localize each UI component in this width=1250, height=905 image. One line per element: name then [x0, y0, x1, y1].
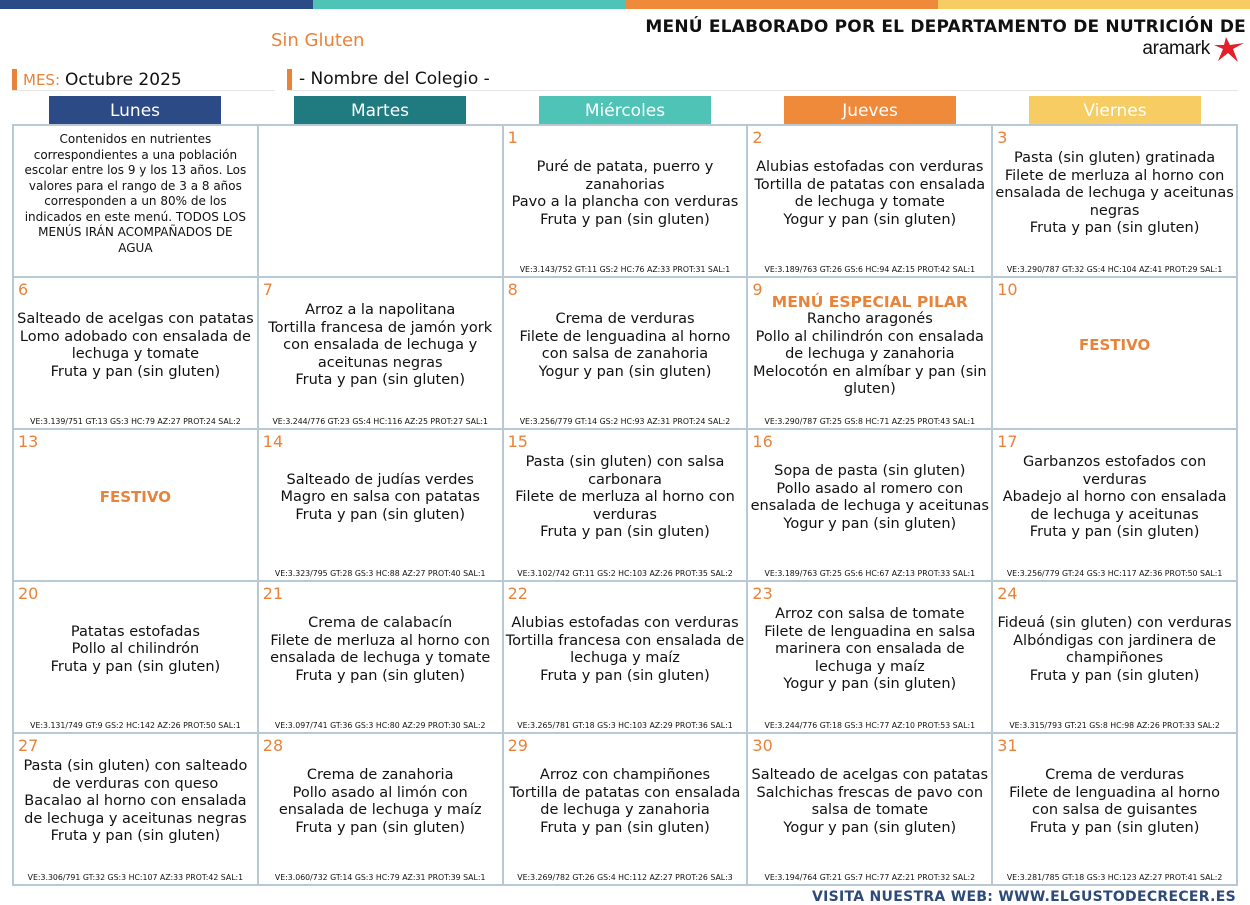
nutrient-values: VE:3.269/782 GT:26 GS:4 HC:112 AZ:27 PROT:26 SAL:3 — [517, 873, 733, 882]
day-number: 1 — [507, 128, 518, 147]
website-footer: VISITA NUESTRA WEB: WWW.ELGUSTODECRECER.ES — [811, 889, 1236, 905]
dish-line: Yogur y pan (sin gluten) — [783, 211, 957, 228]
nutrient-values: VE:3.139/751 GT:13 GS:3 HC:79 AZ:27 PROT:24 SAL:2 — [30, 417, 241, 426]
dish-line: Tortilla francesa con ensalada de lechuga y maíz — [505, 632, 745, 666]
day-cell — [14, 582, 257, 732]
dish-line: Tortilla de patatas con ensalada de lechuga y tomate — [754, 176, 986, 210]
dish-line: Abadejo al horno con ensalada de lechuga y aceitunas — [1002, 489, 1227, 523]
day-header-martes: Martes — [294, 96, 466, 126]
nutrient-values: VE:3.060/732 GT:14 GS:3 HC:79 AZ:31 PROT:39 SAL:1 — [274, 873, 486, 882]
dish-line: Garbanzos estofados con verduras — [1022, 454, 1207, 488]
nutrition-info-note: Contenidos en nutrientes correspondientes a una población escolar entre los 9 y los 13 años. Los valores para el rango de 3 a 8 años corresponden a un 80% de los indicados en este menú. TODOS LOS MENÚS IRÁN ACOMPAÑADOS DE AGUA — [24, 132, 247, 255]
holiday-label: FESTIVO — [99, 488, 171, 507]
nutrient-values: VE:3.102/742 GT:11 GS:2 HC:103 AZ:26 PROT:35 SAL:2 — [517, 569, 733, 578]
nutrient-values: VE:3.265/781 GT:18 GS:3 HC:103 AZ:29 PROT:36 SAL:1 — [517, 721, 733, 730]
menu-content — [504, 430, 747, 566]
menu-content — [14, 278, 257, 414]
dish-line: Patatas estofadas — [70, 623, 200, 640]
nutrient-values: VE:3.315/793 GT:21 GS:8 HC:98 AZ:26 PROT:33 SAL:2 — [1009, 721, 1220, 730]
dish-line: Tortilla francesa de jamón york con ensalada de lechuga y aceitunas negras — [268, 319, 493, 371]
day-number: 24 — [997, 584, 1018, 603]
dish-line: Fruta y pan (sin gluten) — [540, 819, 710, 836]
dish-line: Bacalao al horno con ensalada de lechuga y aceitunas negras — [24, 793, 247, 827]
nutrient-values: VE:3.306/791 GT:32 GS:3 HC:107 AZ:33 PROT:42 SAL:1 — [27, 873, 244, 882]
dish-line: Fruta y pan (sin gluten) — [1029, 524, 1200, 541]
dish-line: Pollo al chilindrón — [71, 641, 200, 658]
school-bar-marker — [287, 69, 292, 90]
menu-content — [993, 734, 1236, 870]
dish-line: Arroz con salsa de tomate — [775, 606, 965, 623]
nutrient-values: VE:3.323/795 GT:28 GS:3 HC:88 AZ:27 PROT:40 SAL:1 — [274, 569, 486, 578]
dish-line: Pasta (sin gluten) con salsa carbonara — [525, 454, 725, 488]
menu-content — [259, 582, 502, 718]
color-stripe-aqua — [313, 0, 626, 9]
menu-content — [504, 126, 747, 262]
dish-line: Fruta y pan (sin gluten) — [295, 819, 465, 836]
dish-line: Crema de verduras — [555, 311, 695, 327]
school-name: - Nombre del Colegio - — [299, 69, 490, 89]
menu-content — [259, 430, 502, 566]
day-cell — [748, 430, 991, 580]
day-number: 22 — [507, 584, 528, 603]
nutrient-values: VE:3.097/741 GT:36 GS:3 HC:80 AZ:29 PROT:30 SAL:2 — [274, 721, 486, 730]
day-header-viernes: Viernes — [1029, 96, 1201, 126]
dish-line: Yogur y pan (sin gluten) — [783, 515, 957, 532]
dish-line: Fruta y pan (sin gluten) — [50, 828, 221, 845]
day-cell — [259, 734, 502, 884]
menu-content — [748, 430, 991, 566]
menu-content — [259, 278, 502, 414]
day-number: 28 — [262, 736, 284, 755]
dish-line: Puré de patata, puerro y zanahorias — [536, 159, 714, 193]
dish-line: Yogur y pan (sin gluten) — [783, 819, 957, 836]
color-stripe-orange — [626, 0, 938, 9]
day-cell — [993, 126, 1236, 276]
dish-line: Rancho aragonés — [806, 311, 933, 327]
day-number: 30 — [752, 736, 773, 755]
nutrient-values: VE:3.256/779 GT:24 GS:3 HC:117 AZ:36 PROT:50 SAL:1 — [1006, 569, 1223, 578]
menu-content — [14, 430, 257, 566]
dish-line: Salteado de judías verdes — [286, 471, 474, 488]
dish-line: Salchichas frescas de pavo con salsa de tomate — [756, 784, 984, 818]
dish-line: Yogur y pan (sin gluten) — [783, 676, 957, 693]
day-cell — [748, 278, 991, 428]
nutrient-values: VE:3.244/776 GT:23 GS:4 HC:116 AZ:25 PROT:27 SAL:1 — [272, 417, 488, 426]
day-cell — [14, 278, 257, 428]
dish-line: Sopa de pasta (sin gluten) — [774, 463, 966, 479]
school-bar — [287, 69, 1238, 91]
day-number: 17 — [997, 432, 1018, 451]
dish-line: Fruta y pan (sin gluten) — [1029, 220, 1200, 237]
month-value: Octubre 2025 — [65, 70, 182, 90]
day-header-miercoles: Miércoles — [539, 96, 711, 126]
dish-line: Fruta y pan (sin gluten) — [540, 524, 710, 541]
special-menu-label: MENÚ ESPECIAL PILAR — [771, 292, 968, 311]
menu-content — [748, 734, 991, 870]
nutrient-values: VE:3.189/763 GT:26 GS:6 HC:94 AZ:15 PROT:42 SAL:1 — [764, 265, 976, 274]
dish-line: Filete de merluza al horno con ensalada de lechuga y aceitunas negras — [995, 167, 1234, 219]
day-number: 15 — [507, 432, 528, 451]
dish-line: Pasta (sin gluten) con salteado de verduras con queso — [23, 758, 248, 792]
color-stripe-yellow — [938, 0, 1250, 9]
dish-line: Yogur y pan (sin gluten) — [538, 363, 712, 380]
day-header-lunes: Lunes — [49, 96, 221, 126]
aramark-logo — [1142, 36, 1246, 62]
nutrient-values: VE:3.194/764 GT:21 GS:7 HC:77 AZ:21 PROT:32 SAL:2 — [764, 873, 976, 882]
dish-line: Filete de lenguadina en salsa marinera con ensalada de lechuga y maíz — [764, 623, 976, 675]
menu-content — [748, 278, 991, 414]
dish-line: Pollo asado al romero con ensalada de lechuga y aceitunas — [750, 480, 989, 514]
month-bar-marker — [12, 69, 17, 90]
dish-line: Fruta y pan (sin gluten) — [1029, 667, 1200, 684]
dish-line: Alubias estofadas con verduras — [756, 159, 984, 175]
day-number: 9 — [752, 280, 763, 299]
nutrient-values: VE:3.290/787 GT:32 GS:4 HC:104 AZ:41 PROT:29 SAL:1 — [1006, 265, 1223, 274]
menu-content — [993, 582, 1236, 718]
dish-line: Fideuá (sin gluten) con verduras — [997, 615, 1232, 631]
dish-line: Arroz con champiñones — [539, 767, 711, 783]
day-cell — [504, 430, 747, 580]
day-cell — [993, 278, 1236, 428]
day-number: 27 — [18, 736, 39, 755]
dish-line: Lomo adobado con ensalada de lechuga y tomate — [19, 328, 251, 362]
menu-content — [504, 734, 747, 870]
day-cell — [259, 126, 502, 276]
menu-content — [993, 430, 1236, 566]
dish-line: Filete de merluza al horno con verduras — [515, 489, 735, 523]
dish-line: Fruta y pan (sin gluten) — [50, 363, 221, 380]
menu-content — [504, 278, 747, 414]
dish-line: Albóndigas con jardinera de champiñones — [1013, 632, 1217, 666]
day-cell — [259, 582, 502, 732]
dish-line: Salteado de acelgas con patatas — [17, 311, 254, 327]
logo-text: aramark — [1142, 38, 1210, 59]
day-cell — [748, 582, 991, 732]
header-title: MENÚ ELABORADO POR EL DEPARTAMENTO DE NUTRICIÓN DE — [645, 17, 1246, 37]
day-number: 21 — [262, 584, 284, 603]
day-cell — [14, 734, 257, 884]
month-label: MES: — [23, 71, 60, 89]
day-cell — [14, 430, 257, 580]
day-cell — [748, 126, 991, 276]
nutrient-values: VE:3.244/776 GT:18 GS:3 HC:77 AZ:10 PROT:53 SAL:1 — [764, 721, 976, 730]
dish-line: Crema de zanahoria — [306, 767, 454, 783]
menu-content — [993, 278, 1236, 414]
day-number: 23 — [752, 584, 773, 603]
day-cell — [14, 126, 257, 276]
diet-type: Sin Gluten — [271, 30, 365, 51]
nutrient-values: VE:3.143/752 GT:11 GS:2 HC:76 AZ:33 PROT:31 SAL:1 — [519, 265, 731, 274]
menu-content — [259, 126, 502, 262]
menu-content — [748, 126, 991, 262]
nutrient-values: VE:3.256/779 GT:14 GS:2 HC:93 AZ:31 PROT:24 SAL:2 — [519, 417, 731, 426]
dish-line: Salteado de acelgas con patatas — [751, 767, 989, 783]
dish-line: Arroz a la napolitana — [305, 302, 456, 319]
nutrient-values: VE:3.290/787 GT:25 GS:8 HC:71 AZ:25 PROT:43 SAL:1 — [764, 417, 976, 426]
day-cell — [748, 734, 991, 884]
day-cell — [993, 430, 1236, 580]
day-number: 10 — [997, 280, 1018, 299]
day-cell — [504, 278, 747, 428]
day-cell — [993, 582, 1236, 732]
day-cell — [259, 430, 502, 580]
day-cell — [993, 734, 1236, 884]
dish-line: Fruta y pan (sin gluten) — [540, 667, 710, 684]
dish-line: Filete de merluza al horno con ensalada de lechuga y tomate — [270, 632, 491, 666]
menu-content — [14, 734, 257, 870]
dish-line: Pasta (sin gluten) gratinada — [1014, 150, 1216, 167]
dish-line: Pollo al chilindrón con ensalada de lechuga y zanahoria — [755, 328, 984, 362]
dish-line: Fruta y pan (sin gluten) — [540, 211, 710, 228]
nutrient-values: VE:3.131/749 GT:9 GS:2 HC:142 AZ:26 PROT:50 SAL:1 — [30, 721, 241, 730]
day-cell — [259, 278, 502, 428]
dish-line: Tortilla de patatas con ensalada de lechuga y zanahoria — [509, 784, 741, 818]
dish-line: Fruta y pan (sin gluten) — [1029, 819, 1200, 836]
dish-line: Fruta y pan (sin gluten) — [50, 658, 221, 675]
day-number: 29 — [507, 736, 528, 755]
day-number: 20 — [18, 584, 39, 603]
menu-content — [14, 582, 257, 718]
day-number: 13 — [18, 432, 39, 451]
day-header-jueves: Jueves — [784, 96, 956, 126]
day-number: 7 — [262, 280, 273, 299]
star-person-icon — [1212, 35, 1246, 63]
day-number: 16 — [752, 432, 773, 451]
day-cell — [504, 126, 747, 276]
color-stripe-navy — [0, 0, 313, 9]
dish-line: Crema de verduras — [1045, 767, 1185, 783]
menu-content — [993, 126, 1236, 262]
month-bar — [12, 69, 275, 91]
menu-content — [504, 582, 747, 718]
menu-content — [259, 734, 502, 870]
day-cell — [504, 734, 747, 884]
dish-line: Fruta y pan (sin gluten) — [295, 372, 465, 389]
menu-content — [14, 126, 257, 262]
dish-line: Filete de lenguadina al horno con salsa de guisantes — [1009, 784, 1221, 818]
day-number: 2 — [752, 128, 763, 147]
dish-line: Fruta y pan (sin gluten) — [295, 506, 465, 523]
dish-line: Pollo asado al limón con ensalada de lechuga y maíz — [278, 784, 482, 818]
day-number: 31 — [997, 736, 1018, 755]
menu-content — [748, 582, 991, 718]
dish-line: Fruta y pan (sin gluten) — [295, 667, 465, 684]
day-number: 6 — [18, 280, 29, 299]
dish-line: Pavo a la plancha con verduras — [511, 194, 739, 210]
day-cell — [504, 582, 747, 732]
dish-line: Melocotón en almíbar y pan (sin gluten) — [753, 363, 987, 397]
day-number: 3 — [997, 128, 1008, 147]
holiday-label: FESTIVO — [1078, 336, 1151, 355]
nutrient-values: VE:3.281/785 GT:18 GS:3 HC:123 AZ:27 PROT:41 SAL:2 — [1006, 873, 1223, 882]
dish-line: Filete de lenguadina al horno con salsa de zanahoria — [519, 328, 731, 362]
menu-calendar-grid — [12, 124, 1238, 886]
nutrient-values: VE:3.189/763 GT:25 GS:6 HC:67 AZ:13 PROT:33 SAL:1 — [764, 569, 976, 578]
dish-line: Magro en salsa con patatas — [280, 489, 480, 506]
day-number: 8 — [507, 280, 518, 299]
dish-line: Crema de calabacín — [308, 615, 453, 631]
day-number: 14 — [262, 432, 284, 451]
dish-line: Alubias estofadas con verduras — [511, 615, 739, 631]
